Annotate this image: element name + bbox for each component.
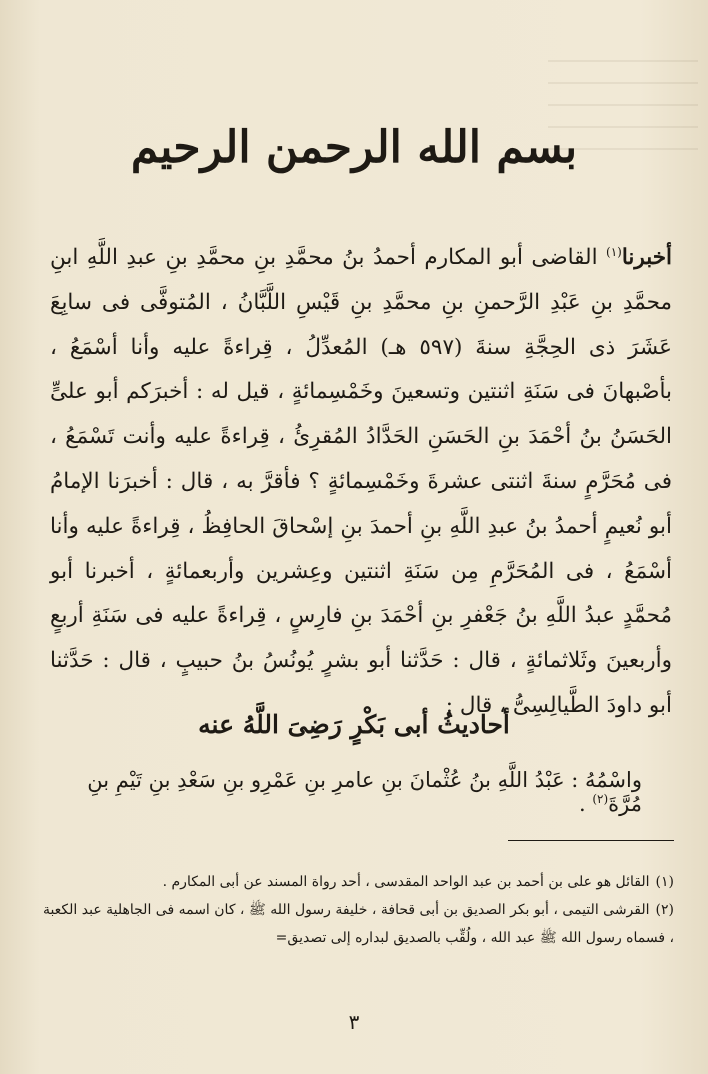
lead-word: أخبرنا	[621, 245, 672, 270]
footnote-ref-2: (٢)	[592, 792, 609, 806]
basmala-calligraphy: بسم الله الرحمن الرحيم	[130, 122, 578, 173]
isnad-text: القاضى أبو المكارم أحمدُ بنُ محمَّدِ بنِ محمَّدِ بنِ عبدِ اللَّهِ ابنِ محمَّدِ بنِ عَبْدِ الرَّحمنِ بنِ محمَّدِ بنِ قَيْسِ اللَّبَّانُ ، المُتوفَّى فى سابِعَ عَشَرَ ذى الحِجَّةِ سنةَ (٥٩٧ هـ) المُعدِّلُ ، قِراءةً عليه وأنا أسْمَعُ ، بأصْبهانَ فى سَنَةِ اثنتين وتسعينَ وخَمْسِمائةٍ ، قيل له : أخبرَكم أبو علىٍّ الحَسَنُ بنُ أحْمَدَ بنِ الحَسَنِ الحَدَّادُ المُقرِئُ ، قِراءةً عليه وأنت تَسْمَعُ ، فى مُحَرَّمٍ سنةَ اثنتى عشرةَ وخَمْسِمائةٍ ؟ فأقرَّ به ، قال : أخبرَنا الإمامُ أبو نُعيمٍ أحمدُ بنُ عبدِ اللَّهِ بنِ أحمدَ بنِ إسْحاقَ الحافِظُ ، قِراءةً عليه وأنا أسْمَعُ ، فى المُحَرَّمِ مِن سَنَةِ اثنتين وعِشرين وأربعمائةٍ ، أخبرنا أبو مُحمَّدٍ عبدُ اللَّهِ بنُ جَعْفرِ بنِ أحْمَدَ بنِ فارِسٍ ، قِراءةً عليه فى سَنَةِ أربعٍ وأربعينَ وثَلاثمائةٍ ، قال : حَدَّثنا أبو بشرٍ يُونُسُ بنُ حبيبٍ ، قال : حَدَّثنا أبو داودَ الطَّيالِسِىُّ ، قال :	[50, 245, 672, 718]
footnote	[40, 896, 674, 952]
page-number: ٣	[348, 1010, 360, 1034]
footnote-number: (١)	[655, 874, 674, 890]
name-line	[80, 768, 642, 816]
footnote	[40, 868, 674, 896]
footnote-text: القرشى التيمى ، أبو بكر الصديق بن أبى قحافة ، خليفة رسول الله ﷺ ، كان اسمه فى الجاهلية عبد الكعبة ، فسماه رسول الله ﷺ عبد الله ، ولُقِّب بالصديق لبداره إلى تصديق=	[42, 902, 674, 946]
main-text-block	[50, 236, 672, 729]
name-line-end: .	[578, 792, 593, 816]
section-heading: أحاديثُ أبى بَكْرٍ رَضِىَ اللَّهُ عنه	[198, 710, 510, 739]
name-line-text: واسْمُهُ : عَبْدُ اللَّهِ بنُ عُثْمانَ بنِ عامرِ بنِ عَمْرِو بنِ سَعْدِ بنِ تَيْمِ بنِ مُرَّةَ	[87, 768, 642, 816]
footnotes	[40, 868, 674, 952]
footnote-text: القائل هو على بن أحمد بن عبد الواحد المقدسى ، أحد رواة المسند عن أبى المكارم .	[162, 874, 650, 890]
footnote-divider	[508, 840, 674, 841]
footnote-ref-1: (١)	[606, 244, 622, 259]
footnote-number: (٢)	[655, 902, 674, 918]
